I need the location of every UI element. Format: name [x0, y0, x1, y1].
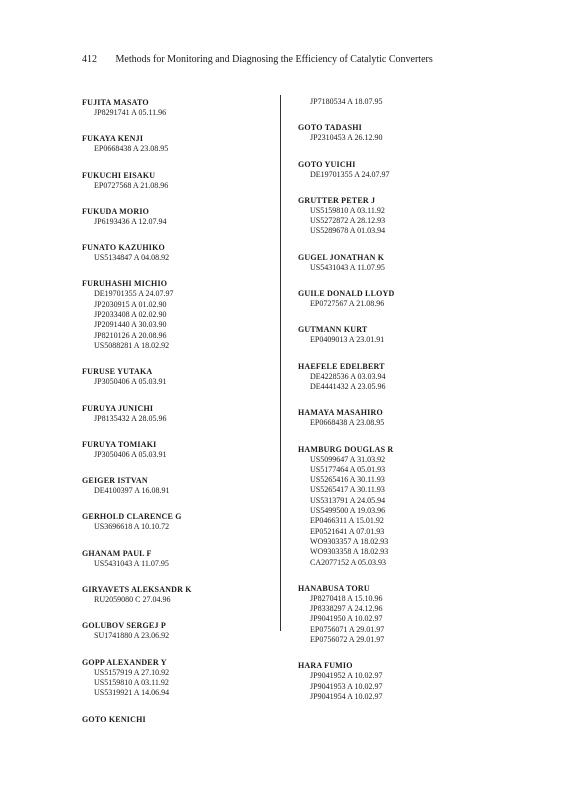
patent-reference: WO9303357 A 18.02.93 — [310, 536, 389, 546]
index-entry — [82, 170, 282, 191]
patent-reference: JP2030915 A 01.02.90 — [94, 299, 167, 309]
index-entry — [298, 159, 498, 180]
patent-reference: JP9041954 A 10.02.97 — [310, 691, 383, 701]
patent-reference: DE4100397 A 16.08.91 — [94, 486, 170, 496]
index-entry — [298, 361, 498, 393]
patent-reference: JP6193436 A 12.07.94 — [94, 216, 167, 226]
inventor-name: HAEFELE EDELBERT — [298, 361, 385, 371]
column-divider — [280, 95, 281, 631]
inventor-name: HANABUSA TORU — [298, 583, 370, 593]
patent-reference: WO9303358 A 18.02.93 — [310, 547, 389, 557]
patent-reference: EP0668438 A 23.08.95 — [94, 144, 169, 154]
patent-reference: JP9041952 A 10.02.97 — [310, 671, 383, 681]
inventor-name: FURUSE YUTAKA — [82, 367, 153, 377]
index-entry — [298, 288, 498, 309]
patent-reference: JP8135432 A 28.05.96 — [94, 413, 167, 423]
index-entry — [298, 324, 498, 345]
patent-reference: EP0668438 A 23.08.95 — [310, 418, 385, 428]
index-entry — [298, 444, 498, 568]
patent-reference: CA2077152 A 05.03.93 — [310, 557, 387, 567]
patent-reference: US5159810 A 03.11.92 — [310, 205, 385, 215]
patent-reference: US5431043 A 11.07.95 — [310, 262, 385, 272]
inventor-name: FURUYA TOMIAKI — [82, 439, 157, 449]
index-entry — [82, 714, 282, 725]
page-number: 412 — [82, 54, 97, 65]
patent-reference: JP8338297 A 24.12.96 — [310, 604, 383, 614]
patent-reference: EP0727567 A 21.08.96 — [310, 299, 385, 309]
index-entry — [82, 475, 282, 496]
patent-reference: RU2059080 C 27.04.96 — [94, 595, 171, 605]
index-entry — [82, 278, 282, 351]
inventor-name: GRUTTER PETER J — [298, 195, 376, 205]
patent-reference: JP2091440 A 30.03.90 — [94, 320, 167, 330]
patent-reference: EP0727568 A 21.08.96 — [94, 180, 169, 190]
inventor-name: HARA FUMIO — [298, 661, 353, 671]
patent-reference: US5099647 A 31.03.92 — [310, 454, 386, 464]
patent-reference: US5313791 A 24.05.94 — [310, 495, 386, 505]
patent-reference: US5289678 A 01.03.94 — [310, 226, 386, 236]
inventor-name: FUKAYA KENJI — [82, 134, 144, 144]
index-entry — [82, 133, 282, 154]
patent-reference: US5159810 A 03.11.92 — [94, 677, 169, 687]
index-entry — [82, 584, 282, 605]
index-column-right — [298, 97, 498, 717]
inventor-name: FUNATO KAZUHIKO — [82, 243, 165, 253]
index-entry — [298, 97, 498, 107]
patent-reference: JP9041953 A 10.02.97 — [310, 681, 383, 691]
inventor-name: FUKUCHI EISAKU — [82, 170, 156, 180]
inventor-name: FURUYA JUNICHI — [82, 403, 154, 413]
patent-reference: US5177464 A 05.01.93 — [310, 464, 386, 474]
inventor-name: FURUHASHI MICHIO — [82, 279, 168, 289]
patent-reference: US5319921 A 14.06.94 — [94, 688, 170, 698]
inventor-name: GOTO YUICHI — [298, 159, 356, 169]
patent-reference: SU1741880 A 23.06.92 — [94, 631, 170, 641]
inventor-name: GIRYAVETS ALEKSANDR K — [82, 585, 192, 595]
page-header — [82, 54, 433, 65]
patent-reference: US5431043 A 11.07.95 — [94, 558, 169, 568]
patent-reference: US5499500 A 19.03.96 — [310, 506, 386, 516]
inventor-name: GUTMANN KURT — [298, 325, 368, 335]
inventor-name: HAMAYA MASAHIRO — [298, 408, 383, 418]
index-column-left — [82, 97, 282, 740]
index-entry — [82, 657, 282, 699]
index-entry — [298, 407, 498, 428]
patent-reference: US5134847 A 04.08.92 — [94, 253, 170, 263]
inventor-name: HAMBURG DOUGLAS R — [298, 444, 394, 454]
inventor-name: GUILE DONALD LLOYD — [298, 289, 395, 299]
inventor-name: GEIGER ISTVAN — [82, 476, 148, 486]
index-entry — [298, 583, 498, 645]
patent-reference: DE19701355 A 24.07.97 — [310, 169, 390, 179]
index-entry — [298, 660, 498, 702]
index-entry — [82, 97, 282, 118]
inventor-name: GOTO KENICHI — [82, 714, 146, 724]
patent-reference: EP0521641 A 07.01.93 — [310, 526, 385, 536]
index-entry — [298, 122, 498, 143]
patent-reference: JP8270418 A 15.10.96 — [310, 593, 383, 603]
patent-reference: US5088281 A 18.02.92 — [94, 340, 170, 350]
patent-reference: US3696618 A 10.10.72 — [94, 522, 170, 532]
patent-reference: US5265416 A 30.11.93 — [310, 475, 385, 485]
inventor-name: GHANAM PAUL F — [82, 548, 152, 558]
patent-reference: DE4441432 A 23.05.96 — [310, 381, 386, 391]
patent-reference: DE19701355 A 24.07.97 — [94, 289, 174, 299]
inventor-name: FUKUDA MORIO — [82, 206, 150, 216]
patent-reference: JP8291741 A 05.11.96 — [94, 108, 167, 117]
index-entry — [298, 195, 498, 237]
patent-reference: US5157919 A 27.10.92 — [94, 667, 170, 677]
patent-reference: JP2033408 A 02.02.90 — [94, 310, 167, 320]
index-entry — [82, 403, 282, 424]
patent-reference: JP3050406 A 05.03.91 — [94, 377, 167, 387]
patent-reference: DE4228536 A 03.03.94 — [310, 371, 386, 381]
index-entry — [82, 439, 282, 460]
patent-reference: US5272872 A 28.12.93 — [310, 216, 386, 226]
patent-reference: EP0756072 A 29.01.97 — [310, 635, 385, 645]
patent-reference: JP8210126 A 20.08.96 — [94, 330, 167, 340]
inventor-name: GERHOLD CLARENCE G — [82, 512, 182, 522]
index-entry — [82, 242, 282, 263]
index-entry — [82, 366, 282, 387]
index-entry — [82, 620, 282, 641]
patent-reference: EP0466311 A 15.01.92 — [310, 516, 384, 526]
inventor-name: GOPP ALEXANDER Y — [82, 657, 167, 667]
patent-reference: JP7180534 A 18.07.95 — [310, 97, 383, 106]
inventor-name: GUGEL JONATHAN K — [298, 252, 385, 262]
index-entry — [82, 511, 282, 532]
patent-reference: US5265417 A 30.11.93 — [310, 485, 385, 495]
index-entry — [82, 548, 282, 569]
index-entry — [82, 206, 282, 227]
patent-reference: JP2310453 A 26.12.90 — [310, 133, 383, 143]
inventor-name: GOTO TADASHI — [298, 123, 362, 133]
index-entry — [298, 252, 498, 273]
patent-reference: EP0756071 A 29.01.97 — [310, 624, 385, 634]
inventor-name: GOLUBOV SERGEJ P — [82, 621, 166, 631]
patent-reference: JP9041950 A 10.02.97 — [310, 614, 383, 624]
patent-reference: JP3050406 A 05.03.91 — [94, 449, 167, 459]
running-title: Methods for Monitoring and Diagnosing the Efficiency of Catalytic Converters — [115, 54, 433, 65]
inventor-name: FUJITA MASATO — [82, 98, 149, 107]
patent-reference: EP0409013 A 23.01.91 — [310, 335, 385, 345]
